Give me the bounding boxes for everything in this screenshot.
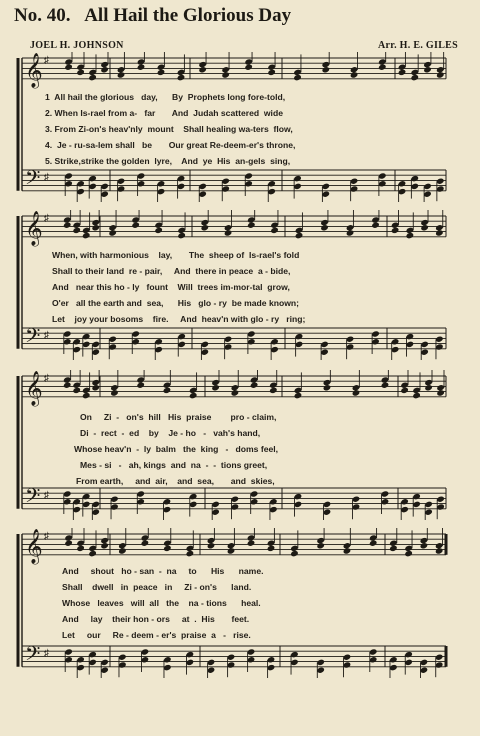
lyric-verse-4: 4. Je - ru-sa-lem shall be Our great Re-deem-er's throne, xyxy=(45,140,296,150)
note-head xyxy=(420,542,429,549)
lyric-verse-4: And lay their hon - ors at . His feet. xyxy=(62,614,250,624)
note-head xyxy=(82,392,91,399)
note-head xyxy=(118,547,127,554)
lyric-verse-3: Whose heav'n - ly balm the king - doms feel, xyxy=(74,444,279,454)
note-head xyxy=(323,384,332,391)
hymn-number: No. 40. xyxy=(14,5,71,26)
note-head xyxy=(76,69,85,76)
lyric-verse-5: 5. Strike,strike the golden lyre, And ye His an-gels sing, xyxy=(45,156,291,166)
note-head xyxy=(346,229,355,236)
note-head xyxy=(371,222,380,229)
note-head xyxy=(231,389,240,396)
lyric-verse-4: Mes - si - ah, kings and na - - tions greet, xyxy=(80,460,268,470)
sharp-icon: ♯ xyxy=(44,373,49,384)
note-head xyxy=(247,540,256,547)
lyric-verse-3: 3. From Zi-on's heav'nly mount Shall healing wa-ters flow, xyxy=(45,124,293,134)
treble-clef-icon: 𝄞 xyxy=(25,529,43,564)
music-system-2 xyxy=(0,210,480,360)
sharp-icon: ♯ xyxy=(44,172,49,183)
note-head xyxy=(88,74,97,81)
lyric-verse-1: On Zi - on's hill His praise pro - claim, xyxy=(80,412,277,422)
lyric-verse-2: Shall to their land re - pair, And there in peace a - bide, xyxy=(52,266,291,276)
arranger-credit: Arr. H. E. GILES xyxy=(378,40,458,51)
note-head xyxy=(322,66,331,73)
note-head xyxy=(369,540,378,547)
bass-clef-icon: 𝄢 xyxy=(25,642,41,670)
note-head xyxy=(350,71,359,78)
note-head xyxy=(110,389,119,396)
lyric-verse-1: When, with harmonious lay, The sheep of Is-rael's fold xyxy=(52,250,300,260)
note-head xyxy=(117,71,126,78)
note-head xyxy=(108,229,117,236)
note-head xyxy=(100,66,109,73)
hymn-title: All Hail the Glorious Day xyxy=(84,5,292,26)
note-head xyxy=(207,542,216,549)
note-head xyxy=(157,69,166,76)
note-head xyxy=(404,550,413,557)
note-head xyxy=(378,64,387,71)
note-head xyxy=(100,542,109,549)
note-head xyxy=(435,229,444,236)
hymn-heading xyxy=(14,5,291,27)
note-head xyxy=(186,550,195,557)
lyric-verse-2: 2. When Is-rael from a- far And Judah scattered wide xyxy=(45,108,283,118)
sharp-icon: ♯ xyxy=(44,330,49,341)
lyricist-credit: JOEL H. JOHNSON xyxy=(30,40,124,51)
bass-clef-icon: 𝄢 xyxy=(25,166,41,194)
sharp-icon: ♯ xyxy=(44,490,49,501)
note-head xyxy=(406,232,415,239)
note-head xyxy=(91,384,100,391)
lyric-verse-4: O'er all the earth and sea, His glo - ry be made known; xyxy=(52,298,300,308)
lyric-verse-5: From earth, and air, and sea, and skies, xyxy=(76,476,275,486)
note-head xyxy=(131,222,140,229)
treble-clef-icon: 𝄞 xyxy=(25,371,43,406)
note-head xyxy=(400,387,409,394)
note-head xyxy=(82,232,91,239)
note-head xyxy=(63,382,72,389)
music-system-4 xyxy=(0,528,480,678)
lyric-verse-1: 1 All hail the glorious day, By Prophets long fore-told, xyxy=(45,92,286,102)
note-head xyxy=(269,387,278,394)
note-head xyxy=(316,542,325,549)
note-head xyxy=(267,69,276,76)
music-system-1 xyxy=(0,52,480,202)
treble-clef-icon: 𝄞 xyxy=(25,211,43,246)
note-head xyxy=(320,224,329,231)
sharp-icon: ♯ xyxy=(44,648,49,659)
treble-clef-icon: 𝄞 xyxy=(25,53,43,88)
note-head xyxy=(88,550,97,557)
note-head xyxy=(410,74,419,81)
note-head xyxy=(294,392,303,399)
note-head xyxy=(177,74,186,81)
note-head xyxy=(420,224,429,231)
note-head xyxy=(247,222,256,229)
note-head xyxy=(72,387,81,394)
note-head xyxy=(435,547,444,554)
note-head xyxy=(136,382,145,389)
note-head xyxy=(177,232,186,239)
note-head xyxy=(221,71,230,78)
note-head xyxy=(91,224,100,231)
note-head xyxy=(244,64,253,71)
note-head xyxy=(227,547,236,554)
note-head xyxy=(423,66,432,73)
note-head xyxy=(137,64,146,71)
note-head xyxy=(352,389,361,396)
note-head xyxy=(201,224,210,231)
note-head xyxy=(436,71,445,78)
note-head xyxy=(412,392,421,399)
note-head xyxy=(224,229,233,236)
note-head xyxy=(424,384,433,391)
note-head xyxy=(154,227,163,234)
note-head xyxy=(198,66,207,73)
sharp-icon: ♯ xyxy=(44,213,49,224)
note-head xyxy=(189,392,198,399)
note-head xyxy=(211,384,220,391)
lyric-verse-5: Let joy your bosoms fire. And heav'n with glo - ry ring; xyxy=(52,314,306,324)
bass-clef-icon: 𝄢 xyxy=(25,484,41,512)
note-head xyxy=(343,547,352,554)
lyric-verse-3: Whose leaves will all the na - tions heal. xyxy=(62,598,261,608)
note-head xyxy=(389,545,398,552)
note-head xyxy=(381,382,390,389)
note-head xyxy=(391,227,400,234)
lyric-verse-5: Let our Re - deem - er's praise a - rise. xyxy=(62,630,251,640)
note-head xyxy=(64,64,73,71)
sharp-icon: ♯ xyxy=(44,55,49,66)
note-head xyxy=(295,232,304,239)
note-head xyxy=(398,69,407,76)
note-head xyxy=(63,222,72,229)
note-head xyxy=(76,545,85,552)
bass-clef-icon: 𝄢 xyxy=(25,324,41,352)
lyric-verse-2: Di - rect - ed by Je - ho - vah's hand, xyxy=(80,428,261,438)
lyric-verse-3: And near this ho - ly fount Will trees im-mor-tal grow, xyxy=(52,282,290,292)
sharp-icon: ♯ xyxy=(44,531,49,542)
note-head xyxy=(293,74,302,81)
lyric-verse-2: Shall dwell in peace in Zi - on's land. xyxy=(62,582,252,592)
note-head xyxy=(163,545,172,552)
music-system-3 xyxy=(0,370,480,520)
note-head xyxy=(436,389,445,396)
note-head xyxy=(270,227,279,234)
note-head xyxy=(163,387,172,394)
note-head xyxy=(141,540,150,547)
note-head xyxy=(72,227,81,234)
note-head xyxy=(290,550,299,557)
lyric-verse-1: And shout ho - san - na to His name. xyxy=(62,566,264,576)
note-head xyxy=(267,545,276,552)
note-head xyxy=(250,382,259,389)
note-head xyxy=(64,540,73,547)
